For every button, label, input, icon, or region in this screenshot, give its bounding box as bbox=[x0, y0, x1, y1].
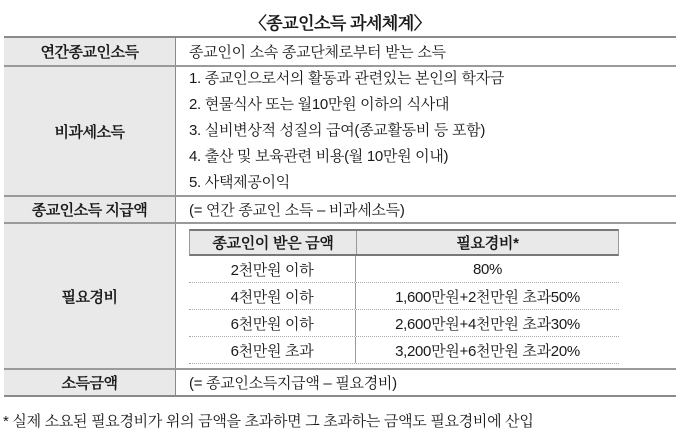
page-title: 〈종교인소득 과세체계〉 bbox=[249, 14, 431, 33]
expense-cell-rate: 2,600만원+4천만원 초과30% bbox=[395, 315, 580, 333]
expense-cell-rate: 80% bbox=[472, 260, 503, 278]
expense-header-amount: 종교인이 받은 금액 bbox=[190, 231, 357, 254]
list-item: 5. 사택제공이익 bbox=[189, 174, 290, 191]
expense-table-header bbox=[189, 229, 619, 256]
expense-table-row bbox=[189, 310, 619, 337]
table-row-income-amount bbox=[4, 368, 676, 395]
expense-cell-amount: 6천만원 이하 bbox=[189, 310, 356, 336]
row-label-necessary-expenses: 필요경비 bbox=[4, 224, 176, 368]
row-content-annual-income bbox=[176, 38, 676, 65]
table-row-nontaxable-income bbox=[4, 65, 676, 195]
expense-table-row bbox=[189, 283, 619, 310]
expense-table-row bbox=[189, 256, 619, 283]
expense-cell-amount: 6천만원 초과 bbox=[189, 337, 356, 363]
row-label-income-payment: 종교인소득 지급액 bbox=[4, 197, 176, 222]
table-row-income-payment bbox=[4, 195, 676, 222]
list-item: 2. 현물식사 또는 월10만원 이하의 식사대 bbox=[189, 96, 450, 113]
expense-header-expense: 필요경비* bbox=[456, 235, 519, 252]
list-item: 1. 종교인으로서의 활동과 관련있는 본인의 학자금 bbox=[189, 70, 505, 87]
row-label-income-amount: 소득금액 bbox=[4, 370, 176, 395]
expense-cell-amount: 2천만원 이하 bbox=[189, 256, 356, 282]
income-amount-formula: (= 종교인소득지급액 – 필요경비) bbox=[189, 375, 397, 392]
list-item: 3. 실비변상적 성질의 급여(종교활동비 등 포함) bbox=[189, 122, 486, 139]
expense-cell-rate: 1,600만원+2천만원 초과50% bbox=[395, 288, 580, 306]
table-row-annual-income bbox=[4, 38, 676, 65]
row-content-income-payment bbox=[176, 197, 676, 222]
expense-table-row bbox=[189, 337, 619, 364]
row-content-income-amount bbox=[176, 370, 676, 395]
row-label-nontaxable-income: 비과세소득 bbox=[4, 67, 176, 195]
expense-cell-amount: 4천만원 이하 bbox=[189, 283, 356, 309]
expense-rate-table bbox=[189, 229, 619, 364]
row-label-annual-income: 연간종교인소득 bbox=[4, 38, 176, 65]
annual-income-text: 종교인이 소속 종교단체로부터 받는 소득 bbox=[189, 44, 446, 61]
expense-cell-rate: 3,200만원+6천만원 초과20% bbox=[395, 342, 580, 360]
table-row-necessary-expenses bbox=[4, 222, 676, 368]
income-payment-formula: (= 연간 종교인 소득 – 비과세소득) bbox=[189, 202, 405, 219]
row-content-necessary-expenses bbox=[176, 224, 676, 368]
list-item: 4. 출산 및 보육관련 비용(월 10만원 이내) bbox=[189, 148, 449, 165]
tax-system-table bbox=[4, 36, 676, 397]
footnote: * 실제 소요된 필요경비가 위의 금액을 초과하면 그 초과하는 금액도 필요경비에 산입 bbox=[3, 413, 534, 430]
row-content-nontaxable-income bbox=[176, 67, 676, 195]
